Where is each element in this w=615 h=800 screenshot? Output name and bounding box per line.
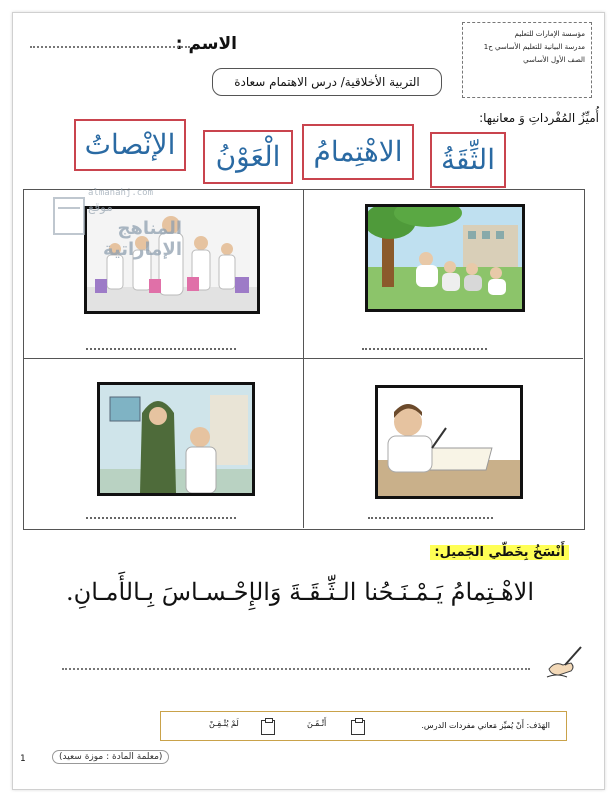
copy-write-line[interactable] [62, 668, 530, 670]
answer-line-4[interactable] [86, 517, 236, 519]
mastered-checkbox-icon[interactable] [351, 720, 365, 735]
mother-helping-picture [97, 382, 255, 496]
word-card-help: الْعَوْنُ [203, 130, 293, 184]
teacher-name: (معلمة المادة : موزة سعيد) [52, 750, 169, 764]
vocabulary-instruction: أُميِّزُ المُفْرداتِ وَ معانيها: [479, 111, 599, 125]
lesson-goal-text: الهَدَف: أَنْ يُميِّز مَعاني مفردات الدرس. [421, 721, 550, 730]
copy-instruction: أَنْسَخُ بِخَطّي الجَميل: [430, 545, 569, 560]
mastered-label: أَتْـقَـنَ [307, 719, 327, 728]
model-sentence: الاهْـتِمامُ يَـمْـنَـحُنا الـثِّـقَـةَ وَالإِحْـسـاسَ بِـالأَمـانِ. [65, 578, 534, 606]
answer-line-1[interactable] [362, 348, 487, 350]
answer-line-2[interactable] [86, 348, 236, 350]
answer-line-3[interactable] [368, 517, 493, 519]
not-mastered-label: لَمْ يُتْـقِـنْ [209, 719, 239, 728]
page-number: 1 [20, 754, 26, 764]
watermark-line-2: المناهج الإماراتية [102, 218, 182, 260]
name-label: الاسم : [175, 34, 237, 54]
watermark-line-1: موقع [88, 200, 113, 214]
grid-divider-horizontal [23, 358, 583, 359]
children-picnic-picture [365, 204, 525, 312]
name-write-line[interactable] [30, 46, 190, 48]
site-watermark [52, 188, 182, 260]
not-mastered-checkbox-icon[interactable] [261, 720, 275, 735]
watermark-url: almanahj.com [88, 188, 154, 198]
goal-assessment-box [160, 711, 567, 741]
lesson-title: التربية الأخلاقية/ درس الاهتمام سعادة [212, 68, 442, 96]
school-info-box [462, 22, 592, 98]
school-line-3: الصف الأول الأساسي [523, 56, 585, 64]
school-line-2: مدرسة البيانية للتعليم الأساسي ح1 [483, 43, 585, 51]
word-card-trust: الثِّقَةُ [430, 132, 506, 188]
word-card-listening: الإنْصاتُ [74, 119, 186, 171]
school-line-1: مؤسسة الإمارات للتعليم [514, 30, 585, 38]
hand-writing-icon [545, 645, 585, 679]
word-card-care: الاهْتِمامُ [302, 124, 414, 180]
child-drawing-picture [375, 385, 523, 499]
